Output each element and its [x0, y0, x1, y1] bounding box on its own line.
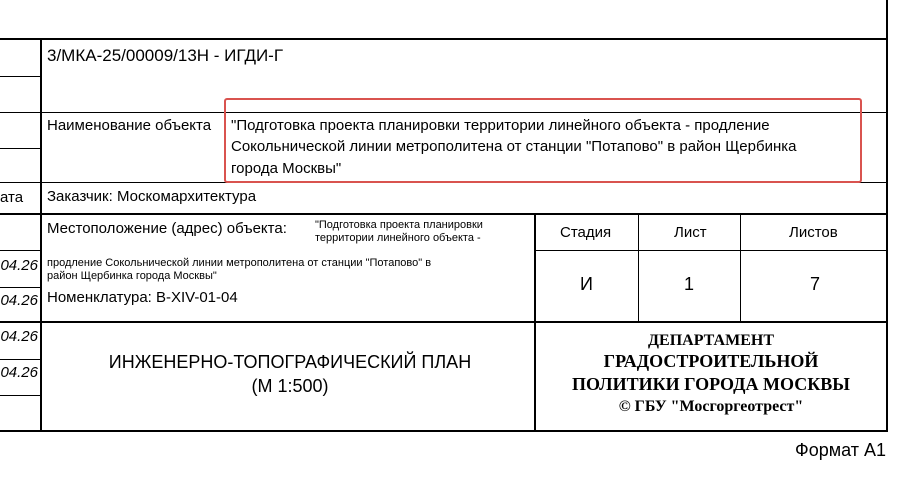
date-1: 04.26 — [0, 257, 38, 274]
date-3: 04.26 — [0, 328, 38, 345]
object-name-label: Наименование объекта — [47, 117, 212, 134]
col-line-sheet — [638, 213, 639, 322]
object-name-line-1: "Подготовка проекта планировки территории линейного объекта - продление — [231, 117, 770, 134]
customer: Заказчик: Москомархитектура — [47, 188, 257, 205]
sheet-value: 1 — [684, 274, 695, 294]
sheets-value: 7 — [810, 274, 821, 294]
date-2: 04.26 — [0, 292, 38, 309]
date-4: 04.26 — [0, 364, 38, 381]
col-line-sheets — [740, 213, 741, 322]
location-label: Местоположение (адрес) объекта: — [47, 220, 287, 237]
nomenclature: Номенклатура: В-XIV-01-04 — [47, 289, 238, 306]
doc-code: 3/МКА-25/00009/13Н - ИГДИ-Г — [47, 46, 284, 65]
format-label: Формат А1 — [795, 440, 886, 460]
top-line — [0, 38, 888, 40]
date-column-header: ата — [0, 189, 24, 206]
highlight-box — [224, 98, 862, 183]
sheets-header: Листов — [789, 224, 838, 241]
org-line-4: © ГБУ "Мосгоргеотрест" — [618, 398, 804, 415]
object-name-line-2: Сокольнической линии метрополитена от станции "Потапово" в район Щербинка — [231, 138, 797, 155]
stage-value: И — [580, 274, 593, 294]
right-border-line — [886, 0, 888, 432]
sheet-header: Лист — [674, 224, 707, 241]
object-name-line-3: города Москвы" — [231, 160, 342, 177]
location-small-1: "Подготовка проекта планировки — [315, 219, 483, 231]
row-line-left-10 — [0, 395, 41, 396]
row-line-left-6 — [0, 250, 41, 251]
location-small-2: территории линейного объекта - — [315, 232, 481, 244]
stage-header: Стадия — [560, 224, 612, 241]
row-line-stage-header — [534, 250, 888, 251]
location-small-3: продление Сокольнической линии метрополитена от станции "Потапово" в — [47, 257, 432, 269]
plan-title-line-2: (М 1:500) — [251, 376, 329, 396]
location-small-4: район Щербинка города Москвы" — [47, 270, 217, 282]
row-line-left-3 — [0, 148, 41, 149]
row-line-left-7 — [0, 287, 41, 288]
row-line-5 — [0, 213, 888, 215]
main-divider-line — [40, 38, 42, 432]
org-line-2: ГРАДОСТРОИТЕЛЬНОЙ — [603, 351, 819, 371]
org-line-1: ДЕПАРТАМЕНТ — [648, 332, 774, 349]
plan-title-line-1: ИНЖЕНЕРНО-ТОПОГРАФИЧЕСКИЙ ПЛАН — [108, 352, 472, 372]
bottom-line — [0, 430, 888, 432]
row-line-8 — [0, 321, 888, 323]
org-line-3: ПОЛИТИКИ ГОРОДА МОСКВЫ — [572, 374, 850, 394]
row-line-left-9 — [0, 359, 41, 360]
row-line-left-1 — [0, 76, 41, 77]
